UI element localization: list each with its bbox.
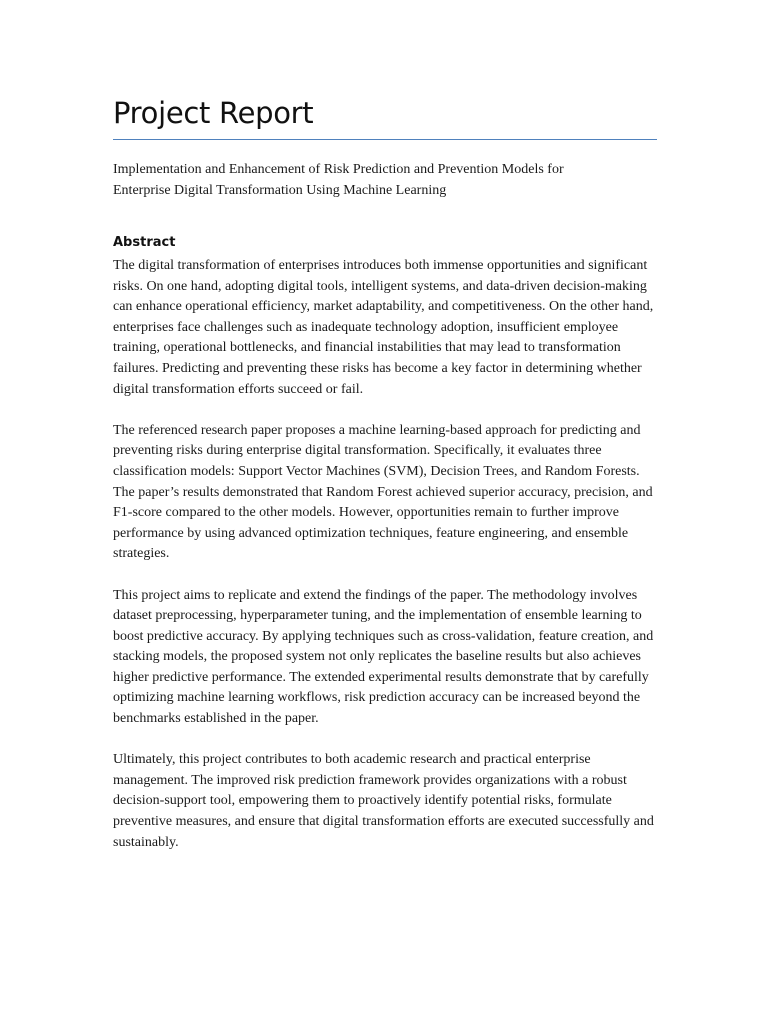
abstract-heading: Abstract [113, 235, 176, 250]
abstract-body [113, 256, 661, 874]
abstract-paragraph: The referenced research paper proposes a machine learning-based approach for predicting and preventing risks during enterprise digital transformation. Specifically, it evaluates three classification models: Support Vector Machines (SVM), Decision Trees, and Random Forests. The paper’s results demonstrated that Random Forest achieved superior accuracy, precision, and F1-score compared to the other models. However, opportunities remain to further improve performance by using advanced optimization techniques, feature engineering, and ensemble strategies. [113, 422, 653, 562]
abstract-paragraph: The digital transformation of enterprises introduces both immense opportunities and significant risks. On one hand, adopting digital tools, intelligent systems, and data-driven decision-making can enhance operational efficiency, market adaptability, and competitiveness. On the other hand, enterprises face challenges such as inadequate technology adoption, insufficient employee training, operational bottlenecks, and financial instabilities that may lead to transformation failures. Predicting and preventing these risks has become a key factor in determining whether digital transformation efforts succeed or fail. [113, 258, 654, 397]
title-underline-divider [113, 139, 657, 140]
subtitle-line: Implementation and Enhancement of Risk Prediction and Prevention Models for [113, 162, 564, 177]
document-title: Project Report [113, 96, 314, 130]
abstract-paragraph: Ultimately, this project contributes to both academic research and practical enterprise management. The improved risk prediction framework provides organizations with a robust decision-support tool, empowering them to proactively identify potential risks, formulate preventive measures, and ensure that digital transformation efforts are executed successfully and sustainably. [113, 752, 654, 850]
abstract-paragraph: This project aims to replicate and extend the findings of the paper. The methodology involves dataset preprocessing, hyperparameter tuning, and the implementation of ensemble learning to boost predictive accuracy. By applying techniques such as cross-validation, feature creation, and stacking models, the proposed system not only replicates the baseline results but also achieves higher predictive performance. The extended experimental results demonstrate that by carefully optimizing machine learning workflows, risk prediction accuracy can be increased beyond the benchmarks established in the paper. [113, 587, 654, 727]
report-subtitle [113, 159, 673, 201]
subtitle-line: Enterprise Digital Transformation Using Machine Learning [113, 183, 447, 198]
